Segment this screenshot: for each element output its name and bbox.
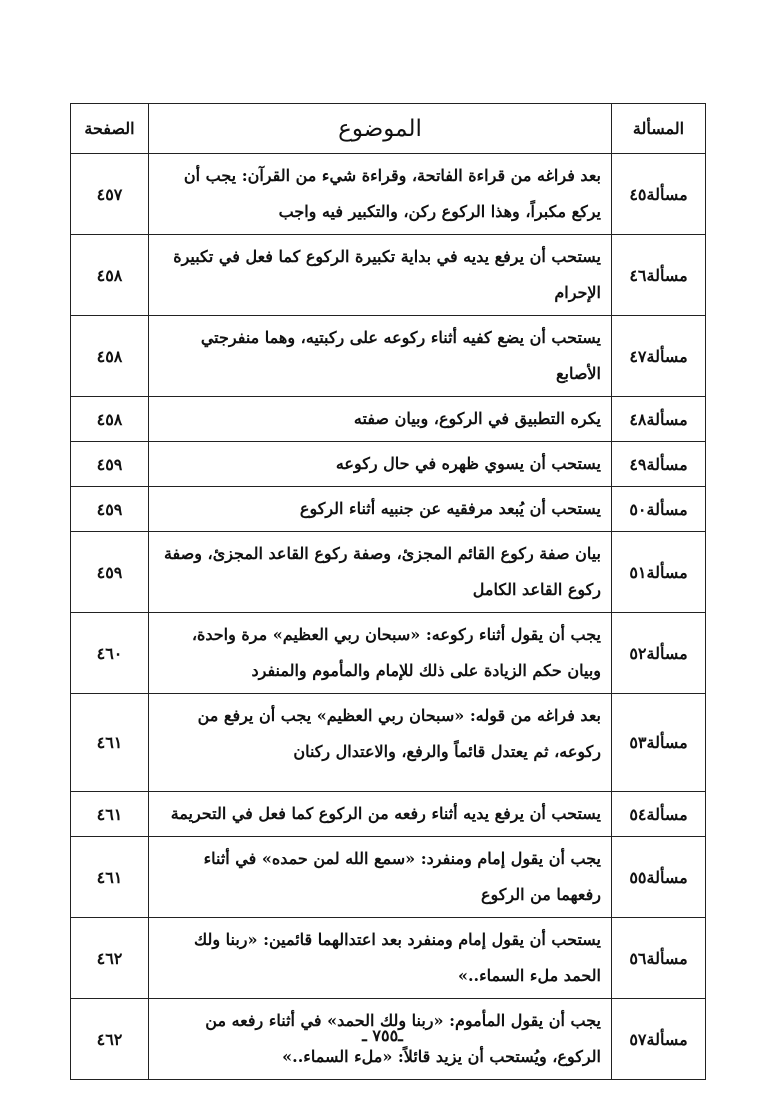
table-row [71, 235, 706, 316]
page-cell: ٤٥٨ [71, 316, 149, 397]
table-row [71, 316, 706, 397]
topic-cell: بعد فراغه من قراءة الفاتحة، وقراءة شيء من القرآن: يجب أن يركع مكبراً، وهذا الركوع ركن، والتكبير فيه واجب [149, 154, 612, 235]
page-cell: ٤٥٩ [71, 487, 149, 532]
topic-cell: يستحب أن يسوي ظهره في حال ركوعه [149, 442, 612, 487]
table-row [71, 442, 706, 487]
issue-cell: مسألة٥٥ [612, 837, 706, 918]
header-topic: الموضوع [149, 104, 612, 154]
table-row [71, 532, 706, 613]
table-row [71, 397, 706, 442]
issue-cell: مسألة٤٧ [612, 316, 706, 397]
topic-cell: يكره التطبيق في الركوع، وبيان صفته [149, 397, 612, 442]
issue-cell: مسألة٥٣ [612, 694, 706, 792]
page-cell: ٤٦١ [71, 837, 149, 918]
header-issue: المسألة [612, 104, 706, 154]
issue-cell: مسألة٤٦ [612, 235, 706, 316]
table-row [71, 487, 706, 532]
issue-cell: مسألة٤٩ [612, 442, 706, 487]
page-cell: ٤٥٩ [71, 532, 149, 613]
topic-cell: يجب أن يقول المأموم: «ربنا ولك الحمد» في أثناء رفعه من الركوع، ويُستحب أن يزيد قائلاً: «ملء السماء..» [149, 999, 612, 1080]
issue-cell: مسألة٥٧ [612, 999, 706, 1080]
table-row [71, 694, 706, 792]
topic-cell: يجب أن يقول إمام ومنفرد: «سمع الله لمن حمده» في أثناء رفعهما من الركوع [149, 837, 612, 918]
issue-cell: مسألة٥١ [612, 532, 706, 613]
topic-cell: بيان صفة ركوع القائم المجزئ، وصفة ركوع القاعد المجزئ، وصفة ركوع القاعد الكامل [149, 532, 612, 613]
issue-cell: مسألة٥٤ [612, 792, 706, 837]
topic-cell: يستحب أن يرفع يديه أثناء رفعه من الركوع كما فعل في التحريمة [149, 792, 612, 837]
page-cell: ٤٦١ [71, 694, 149, 792]
table-row [71, 837, 706, 918]
page-cell: ٤٦٢ [71, 918, 149, 999]
table-header-row [71, 104, 706, 154]
topic-cell: بعد فراغه من قوله: «سبحان ربي العظيم» يجب أن يرفع من ركوعه، ثم يعتدل قائماً والرفع، والاعتدال ركنان [149, 694, 612, 792]
issue-cell: مسألة٤٥ [612, 154, 706, 235]
issue-cell: مسألة٤٨ [612, 397, 706, 442]
page-cell: ٤٥٨ [71, 397, 149, 442]
table-row [71, 154, 706, 235]
issue-cell: مسألة٥٢ [612, 613, 706, 694]
page-cell: ٤٥٧ [71, 154, 149, 235]
contents-table [70, 103, 706, 1080]
table-row [71, 918, 706, 999]
issue-cell: مسألة٥٠ [612, 487, 706, 532]
topic-cell: يستحب أن يرفع يديه في بداية تكبيرة الركوع كما فعل في تكبيرة الإحرام [149, 235, 612, 316]
table-row [71, 613, 706, 694]
page-cell: ٤٥٨ [71, 235, 149, 316]
page-cell: ٤٦٢ [71, 999, 149, 1080]
issue-cell: مسألة٥٦ [612, 918, 706, 999]
page-cell: ٤٦٠ [71, 613, 149, 694]
topic-cell: يجب أن يقول أثناء ركوعه: «سبحان ربي العظيم» مرة واحدة، وبيان حكم الزيادة على ذلك للإمام والمأموم والمنفرد [149, 613, 612, 694]
topic-cell: يستحب أن يقول إمام ومنفرد بعد اعتدالهما قائمين: «ربنا ولك الحمد ملء السماء..» [149, 918, 612, 999]
topic-cell: يستحب أن يُبعد مرفقيه عن جنبيه أثناء الركوع [149, 487, 612, 532]
page-cell: ٤٥٩ [71, 442, 149, 487]
page-number: ـ٧٥٥ ـ [362, 1026, 403, 1045]
table-row [71, 792, 706, 837]
topic-cell: يستحب أن يضع كفيه أثناء ركوعه على ركبتيه، وهما منفرجتي الأصابع [149, 316, 612, 397]
page-cell: ٤٦١ [71, 792, 149, 837]
header-page: الصفحة [71, 104, 149, 154]
